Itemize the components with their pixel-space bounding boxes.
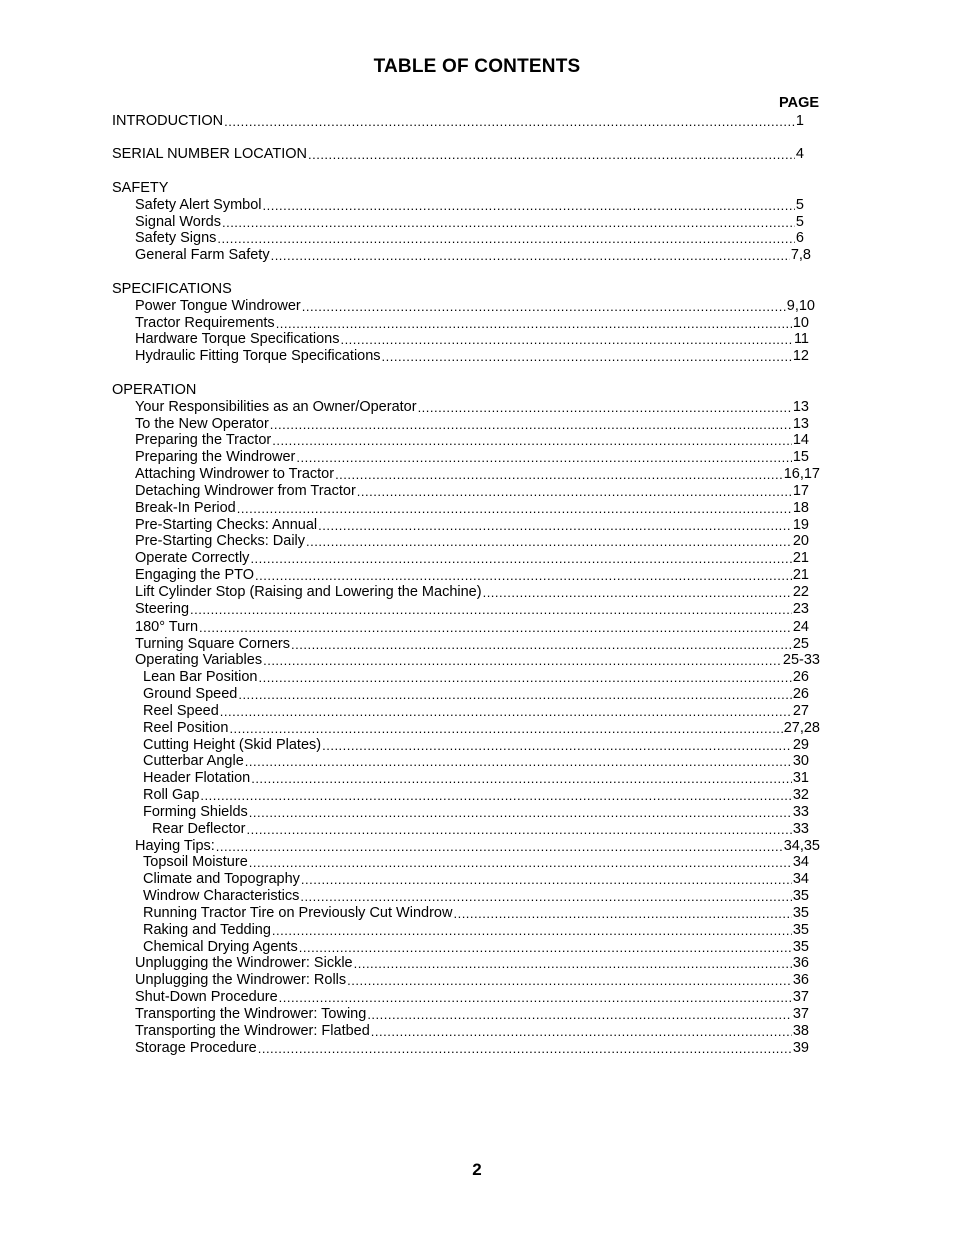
toc-entry[interactable] — [135, 567, 809, 584]
toc-entry[interactable] — [135, 432, 809, 449]
dot-leader — [335, 466, 783, 483]
toc-entry[interactable] — [135, 1023, 809, 1040]
dot-leader — [220, 703, 792, 720]
dot-leader — [229, 720, 782, 737]
toc-entry[interactable] — [143, 871, 809, 888]
toc-entry[interactable] — [143, 703, 809, 720]
toc-entry-page: 31 — [792, 770, 809, 786]
dot-leader — [318, 517, 792, 534]
dot-leader — [302, 298, 786, 315]
toc-entry-page: 6 — [795, 230, 804, 246]
toc-entry-label: INTRODUCTION — [112, 113, 224, 129]
toc-entry[interactable] — [135, 584, 809, 601]
toc-entry-page: 11 — [793, 331, 809, 347]
toc-entry-label: Transporting the Windrower: Towing — [135, 1006, 367, 1022]
section-heading: SAFETY — [112, 180, 169, 196]
toc-entry-label: Reel Position — [143, 720, 229, 736]
dot-leader — [237, 500, 792, 517]
toc-entry[interactable] — [135, 1040, 809, 1057]
dot-leader — [224, 113, 795, 130]
toc-entry-label: Cutting Height (Skid Plates) — [143, 737, 322, 753]
dot-leader — [306, 533, 792, 550]
toc-entry-page: 21 — [792, 550, 809, 566]
toc-entry-label: Detaching Windrower from Tractor — [135, 483, 356, 499]
toc-entry-page: 32 — [792, 787, 809, 803]
toc-entry[interactable] — [135, 619, 809, 636]
toc-entry-label: Chemical Drying Agents — [143, 939, 298, 955]
toc-entry-label: Tractor Requirements — [135, 315, 275, 331]
toc-entry[interactable] — [143, 939, 809, 956]
dot-leader — [308, 146, 795, 163]
toc-entry[interactable] — [135, 298, 815, 315]
toc-entry-label: Header Flotation — [143, 770, 251, 786]
toc-entry-label: Raking and Tedding — [143, 922, 271, 938]
dot-leader — [250, 550, 791, 567]
dot-leader — [453, 905, 791, 922]
toc-entry[interactable] — [112, 146, 804, 163]
toc-entry[interactable] — [135, 230, 804, 247]
toc-entry-label: Hardware Torque Specifications — [135, 331, 340, 347]
toc-entry-label: Your Responsibilities as an Owner/Operator — [135, 399, 417, 415]
toc-entry[interactable] — [135, 247, 811, 264]
toc-entry-page: 35 — [792, 939, 809, 955]
toc-entry[interactable] — [135, 989, 809, 1006]
toc-entry-page: 16,17 — [783, 466, 820, 482]
dot-leader — [371, 1023, 792, 1040]
toc-entry-label: Unplugging the Windrower: Rolls — [135, 972, 347, 988]
toc-entry-page: 30 — [792, 753, 809, 769]
toc-entry-page: 26 — [792, 669, 809, 685]
toc-entry[interactable] — [143, 804, 809, 821]
toc-entry[interactable] — [135, 636, 809, 653]
toc-entry[interactable] — [135, 972, 809, 989]
toc-entry-page: 19 — [792, 517, 809, 533]
toc-entry-label: Preparing the Windrower — [135, 449, 296, 465]
toc-entry-page: 35 — [792, 922, 809, 938]
dot-leader — [301, 871, 792, 888]
toc-entry-label: Haying Tips: — [135, 838, 215, 854]
toc-entry[interactable] — [135, 331, 809, 348]
toc-entry-label: Break-In Period — [135, 500, 236, 516]
toc-entry-page: 20 — [792, 533, 809, 549]
toc-entry-page: 36 — [792, 955, 809, 971]
dot-leader — [238, 686, 792, 703]
page-title: TABLE OF CONTENTS — [373, 56, 581, 77]
toc-entry-page: 9,10 — [786, 298, 815, 314]
toc-entry-label: Reel Speed — [143, 703, 219, 719]
dot-leader — [258, 669, 791, 686]
toc-entry-page: 1 — [795, 113, 804, 129]
toc-entry-label: Storage Procedure — [135, 1040, 257, 1056]
toc-entry[interactable] — [143, 888, 809, 905]
toc-entry[interactable] — [143, 669, 809, 686]
toc-entry-label: Safety Alert Symbol — [135, 197, 262, 213]
toc-entry-page: 33 — [792, 821, 809, 837]
toc-entry-page: 36 — [792, 972, 809, 988]
toc-entry[interactable] — [135, 601, 809, 618]
toc-entry-page: 35 — [792, 888, 809, 904]
toc-entry-page: 17 — [792, 483, 809, 499]
dot-leader — [322, 737, 792, 754]
dot-leader — [418, 399, 792, 416]
toc-entry[interactable] — [135, 550, 809, 567]
toc-entry-page: 34,35 — [783, 838, 820, 854]
toc-entry-label: Shut-Down Procedure — [135, 989, 278, 1005]
toc-entry[interactable] — [135, 348, 809, 365]
dot-leader — [246, 821, 791, 838]
toc-entry[interactable] — [143, 737, 809, 754]
dot-leader — [217, 230, 795, 247]
toc-entry[interactable] — [143, 787, 809, 804]
toc-entry-label: Forming Shields — [143, 804, 248, 820]
dot-leader — [276, 315, 792, 332]
toc-entry-label: Attaching Windrower to Tractor — [135, 466, 335, 482]
toc-entry-label: Running Tractor Tire on Previously Cut Windrow — [143, 905, 453, 921]
toc-entry-page: 33 — [792, 804, 809, 820]
toc-entry-page: 24 — [792, 619, 809, 635]
dot-leader — [300, 888, 792, 905]
dot-leader — [263, 652, 782, 669]
toc-entry[interactable] — [135, 197, 804, 214]
toc-entry-label: Preparing the Tractor — [135, 432, 272, 448]
toc-entry[interactable] — [135, 449, 809, 466]
toc-entry-label: Transporting the Windrower: Flatbed — [135, 1023, 370, 1039]
toc-entry-label: Pre-Starting Checks: Annual — [135, 517, 318, 533]
dot-leader — [272, 922, 792, 939]
toc-entry-page: 5 — [795, 197, 804, 213]
toc-entry-page: 14 — [792, 432, 809, 448]
toc-entry-label: Climate and Topography — [143, 871, 300, 887]
dot-leader — [249, 854, 792, 871]
toc-entry-label: Lean Bar Position — [143, 669, 258, 685]
toc-entry-page: 39 — [792, 1040, 809, 1056]
toc-entry[interactable] — [135, 652, 820, 669]
section-heading: SPECIFICATIONS — [112, 281, 232, 297]
toc-entry[interactable] — [143, 720, 820, 737]
toc-entry-page: 22 — [792, 584, 809, 600]
toc-entry-label: Safety Signs — [135, 230, 217, 246]
toc-entry-page: 13 — [792, 399, 809, 415]
toc-entry-page: 12 — [792, 348, 809, 364]
toc-entry-page: 37 — [792, 1006, 809, 1022]
toc-entry-label: SERIAL NUMBER LOCATION — [112, 146, 307, 162]
dot-leader — [271, 247, 790, 264]
toc-entry-label: Roll Gap — [143, 787, 200, 803]
toc-entry-label: Unplugging the Windrower: Sickle — [135, 955, 353, 971]
toc-entry[interactable] — [135, 533, 809, 550]
dot-leader — [367, 1006, 792, 1023]
dot-leader — [258, 1040, 792, 1057]
toc-entry-page: 27,28 — [783, 720, 820, 736]
toc-entry-page: 27 — [792, 703, 809, 719]
dot-leader — [222, 214, 795, 231]
dot-leader — [382, 348, 792, 365]
toc-entry[interactable] — [143, 686, 809, 703]
dot-leader — [272, 432, 792, 449]
toc-entry-label: Power Tongue Windrower — [135, 298, 301, 314]
toc-entry-label: Ground Speed — [143, 686, 238, 702]
toc-entry-label: Steering — [135, 601, 190, 617]
toc-entry[interactable] — [135, 1006, 809, 1023]
toc-entry[interactable] — [135, 955, 809, 972]
toc-entry-label: Operate Correctly — [135, 550, 250, 566]
toc-entry[interactable] — [135, 466, 820, 483]
toc-entry-label: Turning Square Corners — [135, 636, 291, 652]
dot-leader — [354, 955, 792, 972]
toc-entry[interactable] — [135, 517, 809, 534]
dot-leader — [263, 197, 795, 214]
toc-entry-page: 26 — [792, 686, 809, 702]
toc-entry[interactable] — [135, 483, 809, 500]
toc-entry-label: Windrow Characteristics — [143, 888, 300, 904]
dot-leader — [296, 449, 791, 466]
toc-entry-page: 34 — [792, 871, 809, 887]
toc-entry[interactable] — [143, 922, 809, 939]
section-heading: OPERATION — [112, 382, 197, 398]
dot-leader — [200, 787, 791, 804]
toc-entry-page: 4 — [795, 146, 804, 162]
toc-entry[interactable] — [135, 838, 820, 855]
dot-leader — [190, 601, 792, 618]
dot-leader — [199, 619, 792, 636]
toc-entry-label: General Farm Safety — [135, 247, 270, 263]
toc-entry-page: 35 — [792, 905, 809, 921]
toc-entry-page: 21 — [792, 567, 809, 583]
dot-leader — [216, 838, 783, 855]
dot-leader — [340, 331, 792, 348]
toc-entry-page: 23 — [792, 601, 809, 617]
toc-entry[interactable] — [143, 770, 809, 787]
dot-leader — [279, 989, 792, 1006]
toc-entry-page: 7,8 — [790, 247, 811, 263]
dot-leader — [249, 804, 792, 821]
dot-leader — [270, 416, 792, 433]
dot-leader — [299, 939, 792, 956]
dot-leader — [347, 972, 792, 989]
toc-entry-label: 180° Turn — [135, 619, 199, 635]
toc-entry-label: Hydraulic Fitting Torque Specifications — [135, 348, 381, 364]
toc-entry-page: 10 — [792, 315, 809, 331]
dot-leader — [357, 483, 792, 500]
toc-entry[interactable] — [135, 315, 809, 332]
dot-leader — [245, 753, 792, 770]
toc-entry[interactable] — [135, 214, 804, 231]
toc-entry[interactable] — [143, 905, 809, 922]
toc-entry-label: Pre-Starting Checks: Daily — [135, 533, 306, 549]
toc-entry-label: Operating Variables — [135, 652, 263, 668]
dot-leader — [255, 567, 792, 584]
toc-entry-page: 25 — [792, 636, 809, 652]
toc-entry-page: 29 — [792, 737, 809, 753]
toc-entry-label: Signal Words — [135, 214, 221, 230]
toc-entry-page: 18 — [792, 500, 809, 516]
toc-entry[interactable] — [135, 416, 809, 433]
toc-entry-page: 25-33 — [782, 652, 820, 668]
toc-entry-label: To the New Operator — [135, 416, 269, 432]
toc-entry-label: Engaging the PTO — [135, 567, 255, 583]
toc-entry[interactable] — [135, 500, 809, 517]
toc-entry-page: 37 — [792, 989, 809, 1005]
toc-entry[interactable] — [112, 113, 804, 130]
toc-entry-label: Cutterbar Angle — [143, 753, 244, 769]
toc-entry-page: 38 — [792, 1023, 809, 1039]
toc-entry[interactable] — [143, 854, 809, 871]
page-column-label: PAGE — [779, 95, 820, 111]
toc-entry-page: 13 — [792, 416, 809, 432]
toc-entry[interactable] — [143, 753, 809, 770]
toc-entry[interactable] — [135, 399, 809, 416]
toc-entry-label: Topsoil Moisture — [143, 854, 248, 870]
toc-entry-page: 34 — [792, 854, 809, 870]
dot-leader — [251, 770, 792, 787]
toc-entry[interactable] — [152, 821, 809, 838]
toc-entry-page: 15 — [792, 449, 809, 465]
toc-entry-page: 5 — [795, 214, 804, 230]
dot-leader — [483, 584, 792, 601]
toc-entry-label: Rear Deflector — [152, 821, 246, 837]
page-number: 2 — [472, 1160, 482, 1179]
dot-leader — [291, 636, 792, 653]
toc-entry-label: Lift Cylinder Stop (Raising and Lowering the Machine) — [135, 584, 482, 600]
